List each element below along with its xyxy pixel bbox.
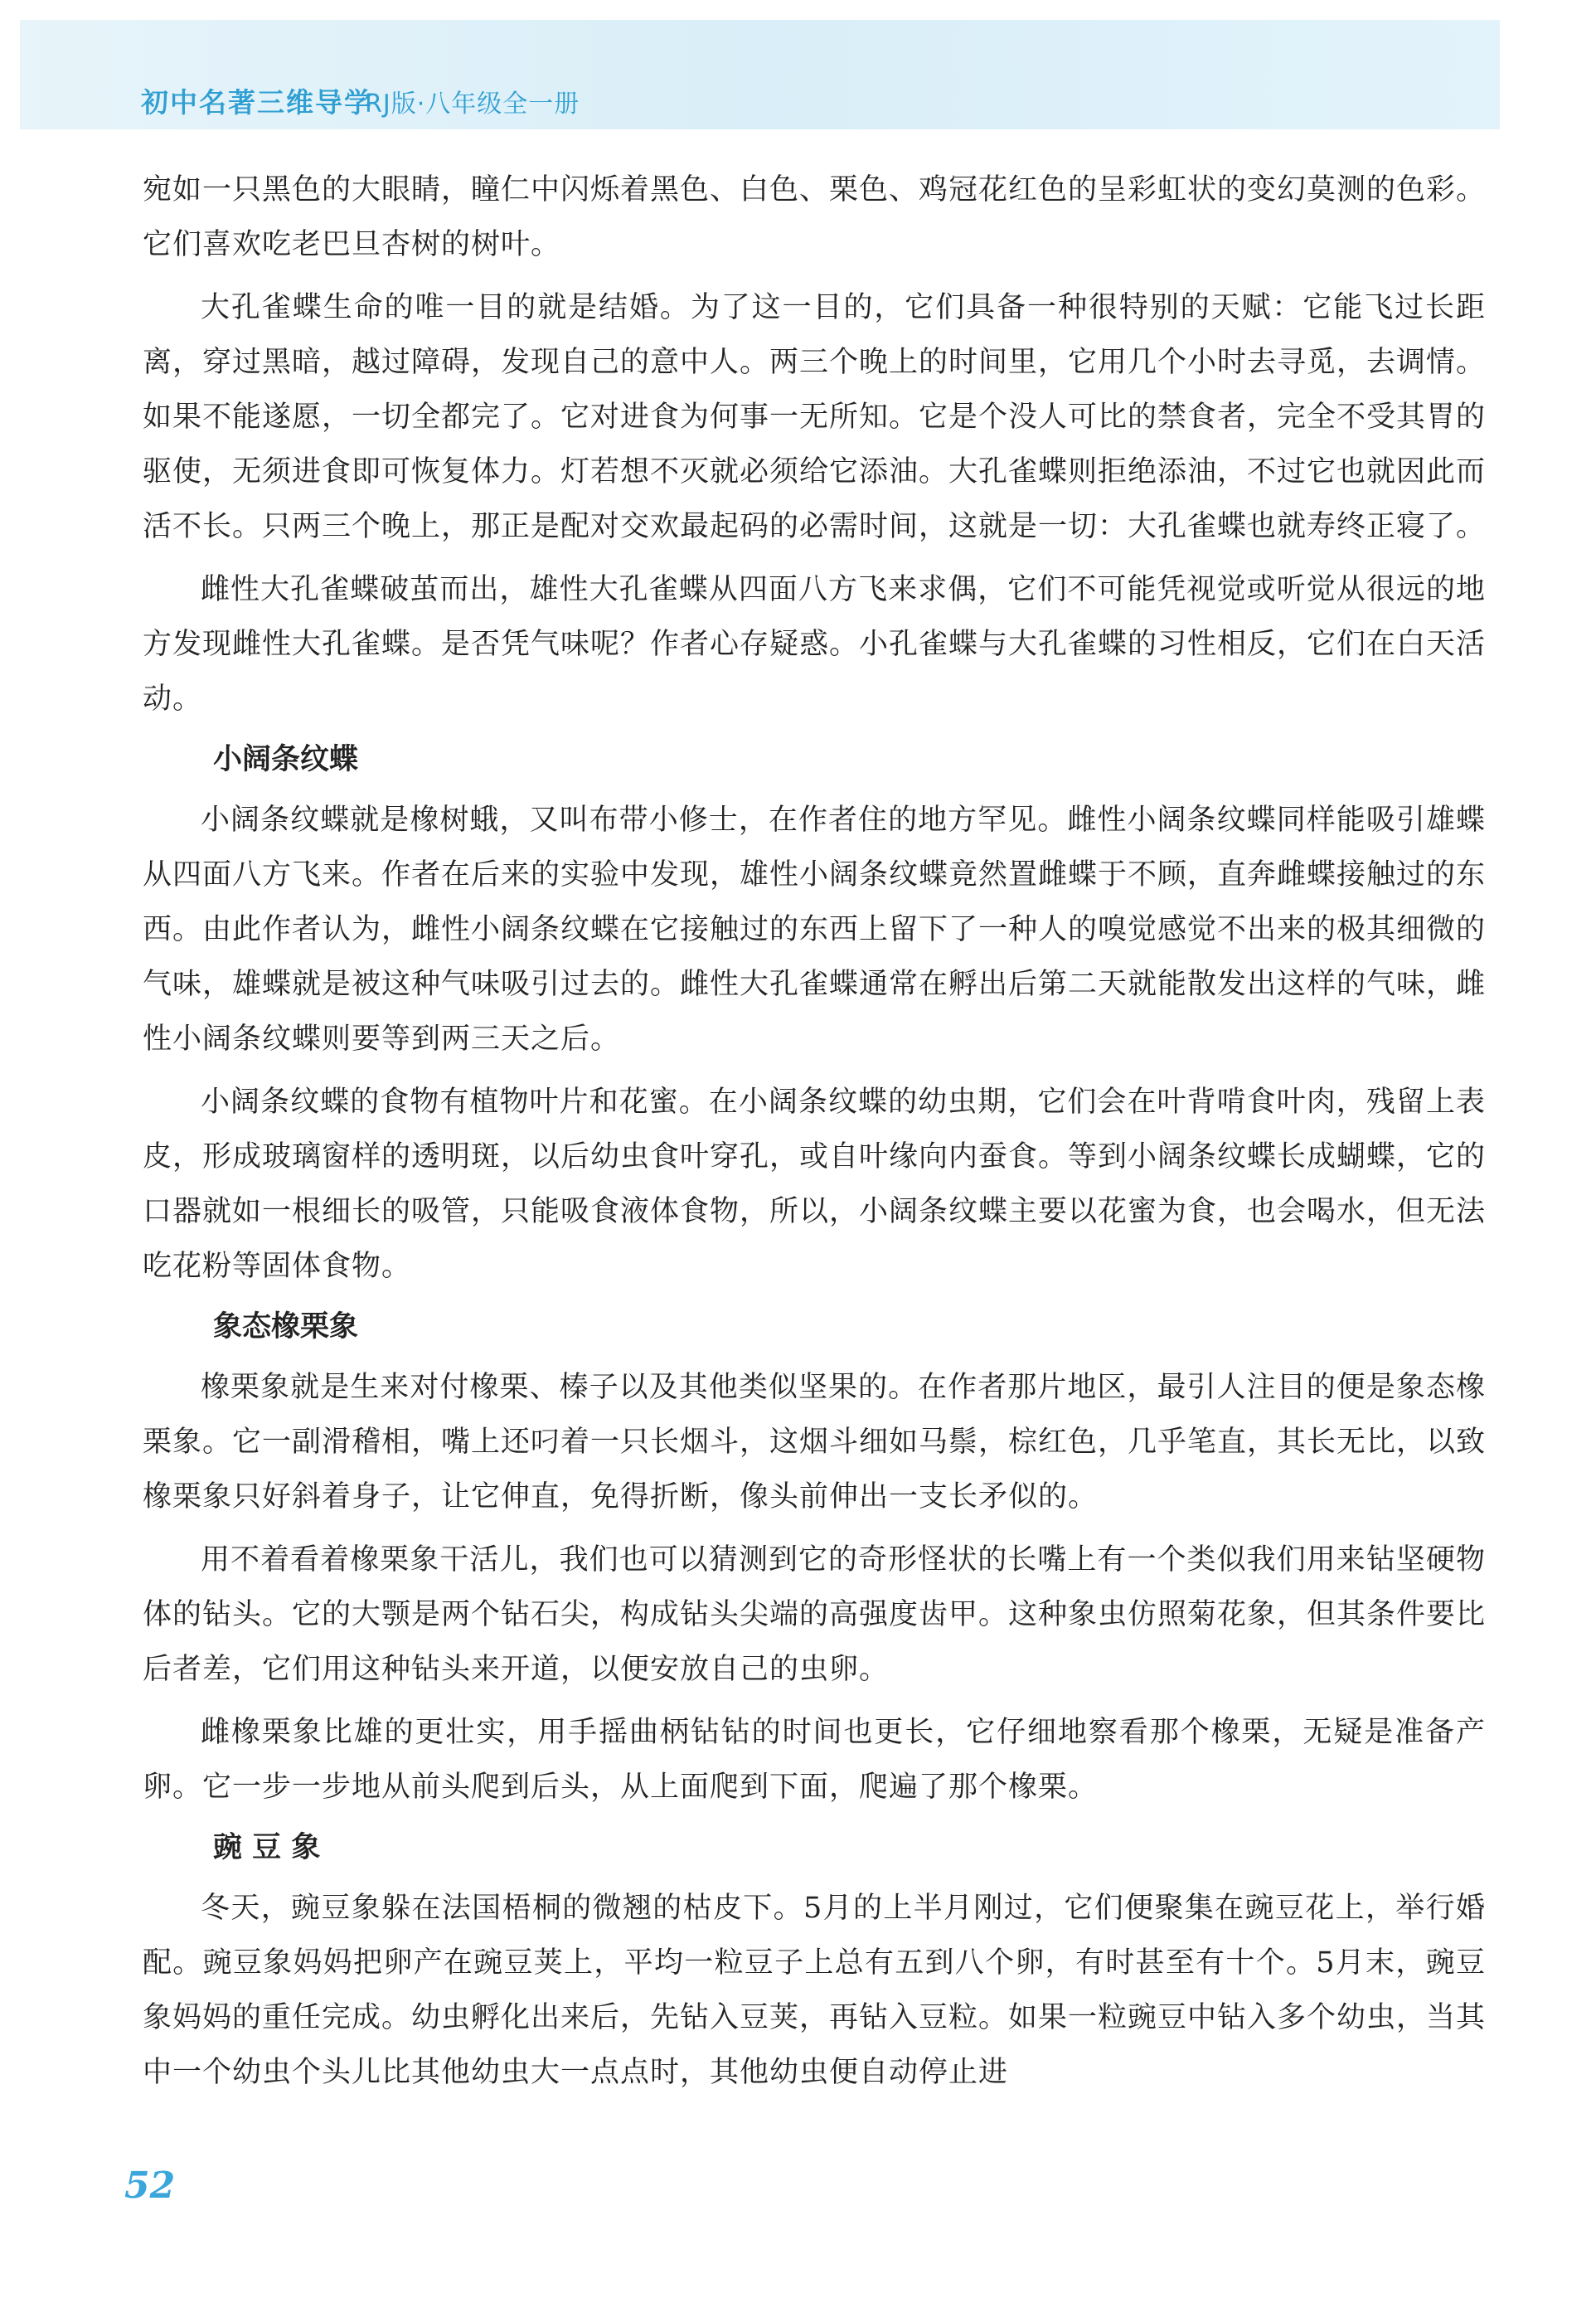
paragraph: 小阔条纹蝶就是橡树蛾，又叫布带小修士，在作者住的地方罕见。雌性小阔条纹蝶同样能吸引雄蝶从四面八方飞来。作者在后来的实验中发现，雄性小阔条纹蝶竟然置雌蝶于不顾，直奔雌蝶接触过的东西。由此作者认为，雌性小阔条纹蝶在它接触过的东西上留下了一种人的嗅觉感觉不出来的极其细微的气味，雄蝶就是被这种气味吸引过去的。雌性大孔雀蝶通常在孵出后第二天就能散发出这样的气味，雌性小阔条纹蝶则要等到两三天之后。 — [143, 804, 1487, 1056]
paragraph: 橡栗象就是生来对付橡栗、榛子以及其他类似坚果的。在作者那片地区，最引人注目的便是象态橡栗象。它一副滑稽相，嘴上还叼着一只长烟斗，这烟斗细如马鬃，棕红色，几乎笔直，其长无比，以致橡栗象只好斜着身子，让它伸直，免得折断，像头前伸出一支长矛似的。 — [143, 1371, 1487, 1513]
paragraph: 大孔雀蝶生命的唯一目的就是结婚。为了这一目的，它们具备一种很特别的天赋：它能飞过长距离，穿过黑暗，越过障碍，发现自己的意中人。两三个晚上的时间里，它用几个小时去寻觅，去调情。如果不能遂愿，一切全都完了。它对进食为何事一无所知。它是个没人可比的禁食者，完全不受其胃的驱使，无须进食即可恢复体力。灯若想不灭就必须给它添油。大孔雀蝶则拒绝添油，不过它也就因此而活不长。只两三个晚上，那正是配对交欢最起码的必需时间，这就是一切：大孔雀蝶也就寿终正寝了。 — [143, 291, 1487, 543]
paragraph: 小阔条纹蝶的食物有植物叶片和花蜜。在小阔条纹蝶的幼虫期，它们会在叶背啃食叶肉，残留上表皮，形成玻璃窗样的透明斑，以后幼虫食叶穿孔，或自叶缘向内蚕食。等到小阔条纹蝶长成蝴蝶，它的口器就如一根细长的吸管，只能吸食液体食物，所以，小阔条纹蝶主要以花蜜为食，也会喝水，但无法吃花粉等固体食物。 — [143, 1086, 1487, 1283]
paragraph-continuation: 宛如一只黑色的大眼睛，瞳仁中闪烁着黑色、白色、栗色、鸡冠花红色的呈彩虹状的变幻莫测的色彩。它们喜欢吃老巴旦杏树的树叶。 — [143, 173, 1487, 261]
section-heading: 豌 豆 象 — [213, 1831, 321, 1864]
paragraph: 雌性大孔雀蝶破茧而出，雄性大孔雀蝶从四面八方飞来求偶，它们不可能凭视觉或听觉从很远的地方发现雌性大孔雀蝶。是否凭气味呢？作者心存疑惑。小孔雀蝶与大孔雀蝶的习性相反，它们在白天活动。 — [143, 573, 1487, 716]
paragraph: 冬天，豌豆象躲在法国梧桐的微翘的枯皮下。5月的上半月刚过，它们便聚集在豌豆花上，举行婚配。豌豆象妈妈把卵产在豌豆荚上，平均一粒豆子上总有五到八个卵，有时甚至有十个。5月末，豌豆象妈妈的重任完成。幼虫孵化出来后，先钻入豆荚，再钻入豆粒。如果一粒豌豆中钻入多个幼虫，当其中一个幼虫个头儿比其他幼虫大一点点时，其他幼虫便自动停止进 — [143, 1892, 1487, 2089]
book-title: 初中名著三维导学 — [141, 86, 373, 119]
page-number: 52 — [124, 2165, 176, 2207]
paragraph: 用不着看着橡栗象干活儿，我们也可以猜测到它的奇形怪状的长嘴上有一个类似我们用来钻坚硬物体的钻头。它的大颚是两个钻石尖，构成钻头尖端的高强度齿甲。这种象虫仿照菊花象，但其条件要比后者差，它们用这种钻头来开道，以便安放自己的虫卵。 — [143, 1543, 1487, 1686]
section-heading: 小阔条纹蝶 — [213, 743, 359, 776]
paragraph: 雌橡栗象比雄的更壮实，用手摇曲柄钻钻的时间也更长，它仔细地察看那个橡栗，无疑是准备产卵。它一步一步地从前头爬到后头，从上面爬到下面，爬遍了那个橡栗。 — [143, 1716, 1486, 1804]
section-heading: 象态橡栗象 — [213, 1310, 359, 1343]
page-body — [143, 163, 1486, 2108]
book-edition: RJ版·八年级全一册 — [365, 90, 580, 119]
